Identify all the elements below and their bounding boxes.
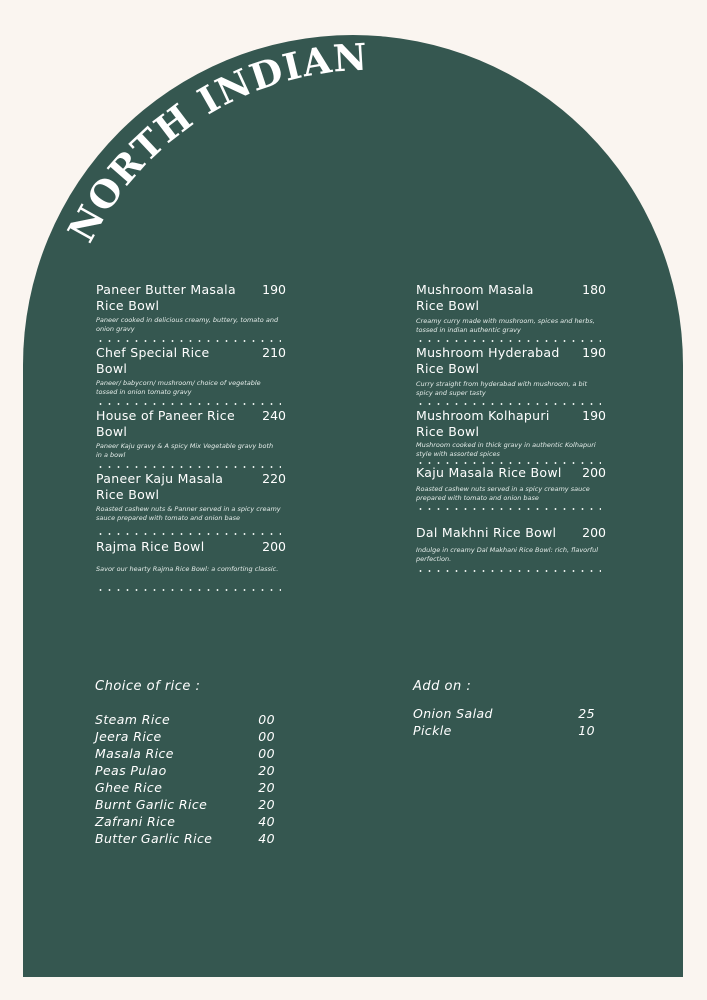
item-description: Indulge in creamy Dal Makhani Rice Bowl: rich, flavorful perfection. [416, 546, 599, 563]
item-price: 190 [262, 282, 286, 297]
rice-option-name: Steam Rice [95, 712, 171, 727]
item-name: Rajma Rice Bowl [96, 539, 205, 554]
addon-list [413, 706, 595, 740]
menu-item[interactable] [416, 408, 606, 465]
item-name: Dal Makhni Rice Bowl [416, 525, 557, 540]
item-price: 190 [582, 345, 606, 360]
menu-item[interactable] [416, 525, 606, 588]
rice-option-price: 20 [258, 763, 275, 778]
rice-option-price: 00 [258, 746, 275, 761]
item-name: Mushroom Masala Rice Bowl [416, 282, 534, 313]
dotted-divider [416, 570, 601, 572]
item-description: Roasted cashew nuts & Panner served in a spicy creamy sauce prepared with tomato and onion base [96, 505, 281, 522]
item-description: Paneer/ babycorn/ mushroom/ choice of vegetable tossed in onion tomato gravy [96, 379, 261, 396]
dotted-divider [96, 340, 281, 342]
item-description: Roasted cashew nuts served in a spicy creamy sauce prepared with tomato and onion base [416, 485, 590, 502]
item-name: Kaju Masala Rice Bowl [416, 465, 562, 480]
menu-heading [0, 0, 707, 300]
item-price: 240 [262, 408, 286, 423]
rice-option[interactable] [95, 712, 275, 729]
item-description: Paneer Kaju gravy & A spicy Mix Vegetable gravy both in a bowl [96, 442, 274, 459]
item-name: House of Paneer Rice Bowl [96, 408, 235, 439]
addon-option-price: 25 [578, 706, 595, 721]
rice-option-name: Peas Pulao [95, 763, 167, 778]
rice-option-name: Jeera Rice [95, 729, 162, 744]
dotted-divider [96, 533, 281, 535]
item-name: Mushroom Hyderabad Rice Bowl [416, 345, 560, 376]
dotted-divider [416, 340, 601, 342]
right-menu-column [416, 282, 606, 588]
rice-option[interactable] [95, 746, 275, 763]
item-name: Paneer Butter Masala Rice Bowl [96, 282, 236, 313]
menu-title: NORTH INDIAN [58, 34, 370, 250]
addon-option-name: Pickle [413, 723, 452, 738]
rice-option-name: Masala Rice [95, 746, 174, 761]
rice-choice-title: Choice of rice : [95, 679, 201, 694]
rice-choice-list [95, 712, 275, 848]
item-name: Chef Special Rice Bowl [96, 345, 210, 376]
item-description: Creamy curry made with mushroom, spices and herbs, tossed in indian authentic gravy [416, 317, 595, 334]
rice-option-name: Butter Garlic Rice [95, 831, 213, 846]
rice-option-price: 00 [258, 712, 275, 727]
rice-option[interactable] [95, 729, 275, 746]
rice-option-price: 00 [258, 729, 275, 744]
item-price: 210 [262, 345, 286, 360]
menu-item[interactable] [96, 345, 286, 408]
item-price: 200 [262, 539, 286, 554]
rice-option-price: 40 [258, 831, 275, 846]
dotted-divider [96, 589, 281, 591]
rice-option-name: Zafrani Rice [95, 814, 176, 829]
addon-title: Add on : [413, 679, 472, 694]
menu-item[interactable] [416, 282, 606, 345]
rice-option[interactable] [95, 831, 275, 848]
item-description: Paneer cooked in delicious creamy, buttery, tomato and onion gravy [96, 316, 279, 333]
rice-option-price: 40 [258, 814, 275, 829]
item-price: 200 [582, 465, 606, 480]
dotted-divider [416, 403, 601, 405]
dotted-divider [96, 466, 281, 468]
dotted-divider [416, 508, 601, 510]
menu-item[interactable] [96, 539, 286, 602]
item-price: 220 [262, 471, 286, 486]
menu-item[interactable] [96, 282, 286, 345]
menu-item[interactable] [96, 408, 286, 471]
menu-item[interactable] [416, 465, 606, 525]
addon-option-name: Onion Salad [413, 706, 493, 721]
addon-option-price: 10 [578, 723, 595, 738]
menu-item[interactable] [416, 345, 606, 408]
item-name: Mushroom Kolhapuri Rice Bowl [416, 408, 550, 439]
rice-option[interactable] [95, 797, 275, 814]
item-description: Curry straight from hyderabad with mushroom, a bit spicy and super tasty [416, 380, 587, 397]
left-menu-column [96, 282, 286, 602]
rice-option[interactable] [95, 763, 275, 780]
item-price: 200 [582, 525, 606, 540]
rice-option-price: 20 [258, 780, 275, 795]
dotted-divider [416, 462, 601, 464]
item-price: 180 [582, 282, 606, 297]
item-description: Mushroom cooked in thick gravy in authentic Kolhapuri style with assorted spices [416, 441, 596, 458]
rice-option-name: Burnt Garlic Rice [95, 797, 208, 812]
item-price: 190 [582, 408, 606, 423]
addon-option[interactable] [413, 706, 595, 723]
addon-option[interactable] [413, 723, 595, 740]
rice-option-price: 20 [258, 797, 275, 812]
item-description: Savor our hearty Rajma Rice Bowl: a comforting classic. [96, 565, 279, 573]
rice-option[interactable] [95, 780, 275, 797]
item-name: Paneer Kaju Masala Rice Bowl [96, 471, 224, 502]
menu-item[interactable] [96, 471, 286, 539]
dotted-divider [96, 403, 281, 405]
rice-option[interactable] [95, 814, 275, 831]
rice-option-name: Ghee Rice [95, 780, 163, 795]
